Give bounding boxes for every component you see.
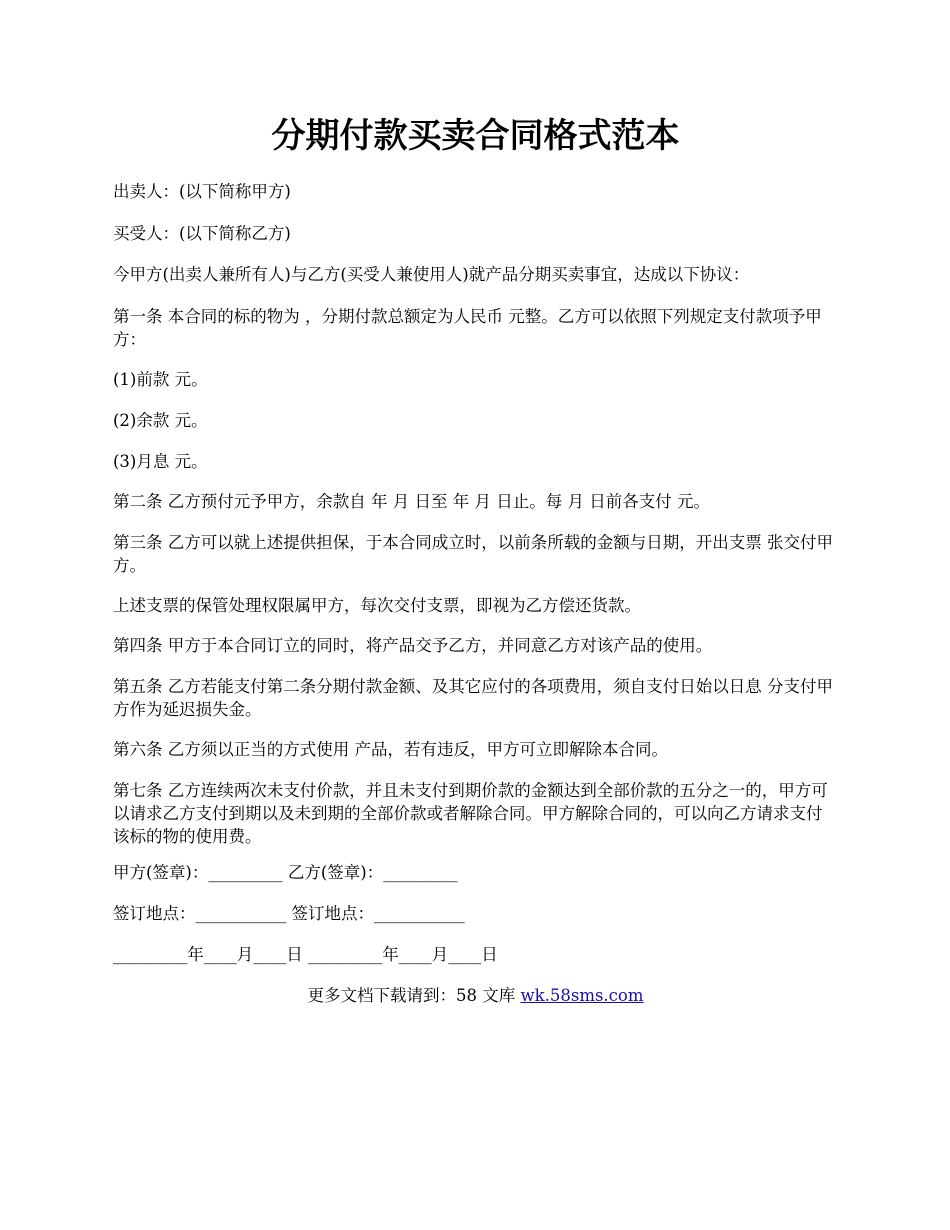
paragraph-article-3: 第三条 乙方可以就上述提供担保，于本合同成立时，以前条所载的金额与日期，开出支票 张交付甲方。 — [113, 533, 833, 575]
paragraph-item-1: (1)前款 元。 — [113, 370, 208, 389]
paragraph-check-custody: 上述支票的保管处理权限属甲方，每次交付支票，即视为乙方偿还货款。 — [113, 596, 641, 615]
footer-text: 更多文档下载请到：58 文库 — [307, 986, 521, 1005]
paragraph-item-3: (3)月息 元。 — [113, 452, 208, 471]
signature-line: 甲方(签章)：_________ 乙方(签章)：_________ — [113, 863, 458, 882]
footer — [113, 984, 838, 1007]
date-line: _________年____月____日 _________年____月____日 — [113, 945, 498, 964]
paragraph-item-2: (2)余款 元。 — [113, 411, 208, 430]
paragraph-article-4: 第四条 甲方于本合同订立的同时，将产品交予乙方，并同意乙方对该产品的使用。 — [113, 636, 713, 655]
paragraph-article-5: 第五条 乙方若能支付第二条分期付款金额、及其它应付的各项费用，须自支付日始以日息 分支付甲方作为延迟损失金。 — [113, 677, 833, 719]
paragraph-seller: 出卖人：(以下简称甲方) — [113, 182, 291, 201]
paragraph-buyer: 买受人：(以下简称乙方) — [113, 224, 291, 243]
paragraph-intro: 今甲方(出卖人兼所有人)与乙方(买受人兼使用人)就产品分期买卖事宜，达成以下协议： — [113, 265, 750, 284]
paragraph-article-2: 第二条 乙方预付元予甲方，余款自 年 月 日至 年 月 日止。每 月 日前各支付 元。 — [113, 492, 710, 511]
paragraph-article-1: 第一条 本合同的标的物为 ，分期付款总额定为人民币 元整。乙方可以依照下列规定支付款项予甲方： — [113, 307, 822, 349]
signing-place-line: 签订地点：___________ 签订地点：___________ — [113, 904, 465, 923]
footer-link[interactable]: wk.58sms.com — [520, 986, 644, 1005]
paragraph-article-6: 第六条 乙方须以正当的方式使用 产品，若有违反，甲方可立即解除本合同。 — [113, 740, 668, 759]
document-title: 分期付款买卖合同格式范本 — [271, 116, 680, 156]
paragraph-article-7: 第七条 乙方连续两次未支付价款，并且未支付到期价款的金额达到全部价款的五分之一的，甲方可以请求乙方支付到期以及未到期的全部价款或者解除合同。甲方解除合同的，可以向乙方请求支付该标的物的使用费。 — [113, 781, 828, 846]
